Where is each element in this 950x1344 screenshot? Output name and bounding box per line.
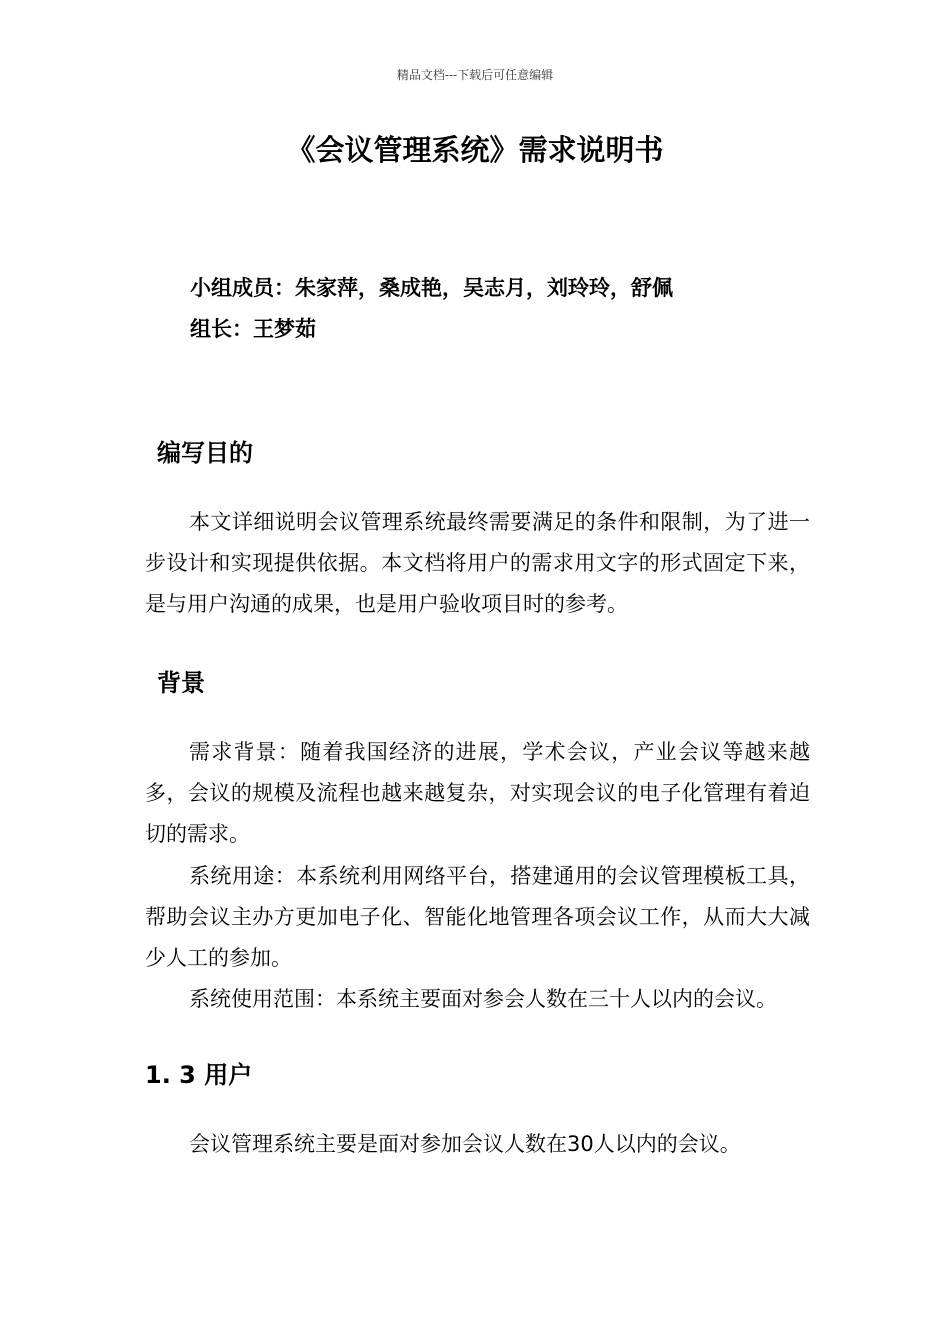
users-paragraph: 会议管理系统主要是面对参加会议人数在30人以内的会议。 — [189, 1132, 741, 1156]
background-paragraph-scope: 系统使用范围：本系统主要面对参会人数在三十人以内的会议。 — [189, 987, 777, 1011]
purpose-paragraph: 本文详细说明会议管理系统最终需要满足的条件和限制，为了进一步设计和实现提供依据。本文档将用户的需求用文字的形式固定下来，是与用户沟通的成果，也是用户验收项目时的参考。 — [145, 510, 810, 616]
page-header: 精品文档---下载后可任意编辑 — [396, 68, 554, 82]
document-title: 《会议管理系统》需求说明书 — [286, 133, 664, 167]
section-heading-background: 背景 — [157, 669, 205, 697]
section-heading-users: 1. 3 用户 — [145, 1061, 253, 1089]
group-leader: 组长：王梦茹 — [190, 317, 316, 341]
background-paragraph-usage: 系统用途：本系统利用网络平台，搭建通用的会议管理模板工具，帮助会议主办方更加电子化、智能化地管理各项会议工作，从而大大减少人工的参加。 — [145, 864, 810, 970]
background-paragraph-requirement: 需求背景：随着我国经济的进展，学术会议，产业会议等越来越多，会议的规模及流程也越来越复杂，对实现会议的电子化管理有着迫切的需求。 — [145, 740, 810, 846]
section-heading-purpose: 编写目的 — [157, 439, 253, 467]
group-members: 小组成员：朱家萍，桑成艳，吴志月，刘玲玲，舒佩 — [190, 276, 673, 300]
